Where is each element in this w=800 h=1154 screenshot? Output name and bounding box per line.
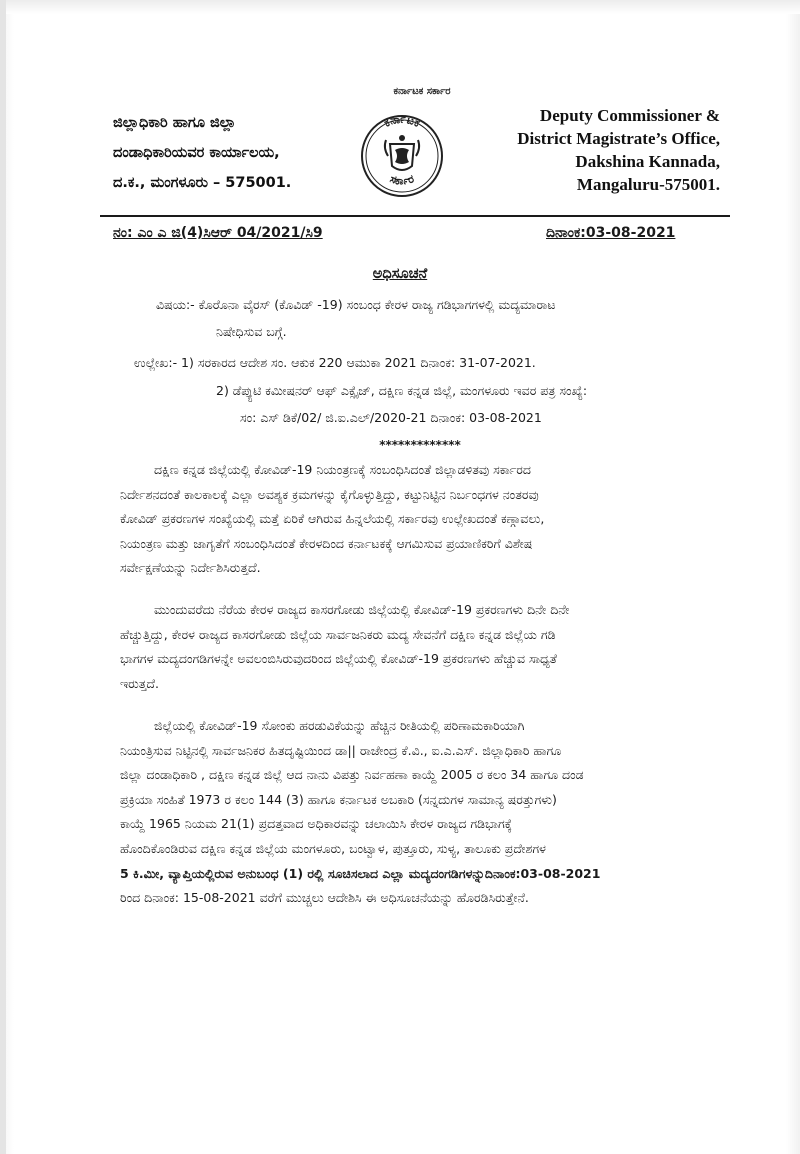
reference-number: ನಂ: ಎಂ ಎ ಜಿ(4)ಸಿಆರ್ 04/2021/ಸಿ9 (113, 225, 323, 241)
paragraph-1 (120, 458, 712, 581)
notification-title: ಅಧಿಸೂಚನೆ (372, 266, 428, 282)
paragraph-line: ದಕ್ಷಿಣ ಕನ್ನಡ ಜಿಲ್ಲೆಯಲ್ಲಿ ಕೋವಿಡ್-19 ನಿಯಂತ್ರಣಕ್ಕೆ ಸಂಬಂಧಿಸಿದಂತೆ ಜಿಲ್ಲಾಡಳಿತವು ಸರ್ಕಾರದ (154, 462, 531, 477)
page-top-shadow (0, 0, 800, 14)
paragraph-2 (120, 598, 712, 696)
office-name-kannada-line3: ದ.ಕ., ಮಂಗಳೂರು – 575001. (113, 175, 292, 191)
svg-text:ಸರ್ಕಾರ (388, 172, 416, 187)
paragraph-line: ಪ್ರಕ್ರಿಯಾ ಸಂಹಿತೆ 1973 ರ ಕಲಂ 144 (3) ಹಾಗೂ ಕರ್ನಾಟಕ ಅಬಕಾರಿ (ಸನ್ನದುಗಳ ಸಾಮಾನ್ಯ ಷರತ್ತುಗಳು) (120, 791, 557, 807)
seal-text-bottom: ಸರ್ಕಾರ (388, 172, 416, 188)
office-name-kannada-line1: ಜಿಲ್ಲಾಧಿಕಾರಿ ಹಾಗೂ ಜಿಲ್ಲಾ (113, 115, 236, 131)
reference-line2: 2) ಡೆಪ್ಯುಟಿ ಕಮೀಷನರ್ ಆಫ್ ಎಕ್ಸೈಜ್, ದಕ್ಷಿಣ ಕನ್ನಡ ಜಿಲ್ಲೆ, ಮಂಗಳೂರು ಇವರ ಪತ್ರ ಸಂಖ್ಯೆ: (216, 383, 588, 398)
office-name-english-line2: District Magistrate’s Office, (517, 129, 720, 148)
paragraph-line: 5 ಕಿ.ಮೀ, ವ್ಯಾಪ್ತಿಯಲ್ಲಿರುವ ಅನುಬಂಧ (1) ರಲ್ಲಿ ಸೂಚಿಸಲಾದ ಎಲ್ಲಾ ಮದ್ಯದಂಗಡಿಗಳನ್ನುದಿನಾಂಕ:03-08-2021 (120, 865, 601, 881)
section-separator: ************* (379, 438, 461, 452)
paragraph-line: ನಿಯಂತ್ರಣ ಮತ್ತು ಜಾಗೃತೆಗೆ ಸಂಬಂಧಿಸಿದಂತೆ ಕೇರಳದಿಂದ ಕರ್ನಾಟಕಕ್ಕೆ ಆಗಮಿಸುವ ಪ್ರಯಾಣಿಕರಿಗೆ ವಿಶೇಷ (120, 535, 533, 551)
paragraph-line: ಮುಂದುವರೆದು ನೆರೆಯ ಕೇರಳ ರಾಜ್ಯದ ಕಾಸರಗೋಡು ಜಿಲ್ಲೆಯಲ್ಲಿ ಕೋವಿಡ್-19 ಪ್ರಕರಣಗಳು ದಿನೇ ದಿನೇ (154, 602, 570, 617)
paragraph-line: ನಿರ್ದೇಶನದಂತೆ ಕಾಲಕಾಲಕ್ಕೆ ಎಲ್ಲಾ ಅವಶ್ಯಕ ಕ್ರಮಗಳನ್ನು ಕೈಗೊಳ್ಳುತ್ತಿದ್ದು, ಕಟ್ಟುನಿಟ್ಟಿನ ನಿರ್ಬಂಧಗಳ ನಂತರವು (120, 486, 539, 502)
paragraph-line: ಭಾಗಗಳ ಮದ್ಯದಂಗಡಿಗಳನ್ನೇ ಅವಲಂಬಿಸಿರುವುದರಿಂದ ಜಿಲ್ಲೆಯಲ್ಲಿ ಕೋವಿಡ್-19 ಪ್ರಕರಣಗಳು ಹೆಚ್ಚುವ ಸಾಧ್ಯತೆ (120, 651, 557, 667)
paragraph-line: ಇರುತ್ತದೆ. (120, 675, 159, 691)
paragraph-line: ಸರ್ವೇಕ್ಷಣೆಯನ್ನು ನಿರ್ದೇಶಿಸಿರುತ್ತದೆ. (120, 560, 261, 576)
karnataka-govt-seal-icon (359, 104, 445, 204)
subject-line1: ವಿಷಯ:- ಕೊರೊನಾ ವೈರಸ್ (ಕೊವಿಡ್ -19) ಸಂಬಂಧ ಕೇರಳ ರಾಜ್ಯ ಗಡಿಭಾಗಗಳಲ್ಲಿ ಮದ್ಯಮಾರಾಟ (156, 297, 556, 312)
paragraph-line: ಜಿಲ್ಲಾ ದಂಡಾಧಿಕಾರಿ , ದಕ್ಷಿಣ ಕನ್ನಡ ಜಿಲ್ಲೆ ಆದ ನಾನು ವಿಪತ್ತು ನಿರ್ವಹಣಾ ಕಾಯ್ದೆ 2005 ರ ಕಲಂ 34 ಹಾಗೂ ದಂಡ (120, 767, 584, 783)
paragraph-line: ಕಾಯ್ದೆ 1965 ನಿಯಮ 21(1) ಪ್ರದತ್ತವಾದ ಅಧಿಕಾರವನ್ನು ಚಲಾಯಿಸಿ ಕೇರಳ ರಾಜ್ಯದ ಗಡಿಭಾಗಕ್ಕೆ (120, 816, 513, 832)
header-divider (100, 215, 730, 217)
seal-text-top: ಕರ್ನಾಟಕ (381, 112, 423, 130)
reference-line1: ಉಲ್ಲೇಖ:- 1) ಸರಕಾರದ ಆದೇಶ ಸಂ. ಆಕುಕ 220 ಆಮುಕಾ 2021 ದಿನಾಂಕ: 31-07-2021. (134, 355, 536, 370)
paragraph-line: ಹೊಂದಿಕೊಂಡಿರುವ ದಕ್ಷಿಣ ಕನ್ನಡ ಜಿಲ್ಲೆಯ ಮಂಗಳೂರು, ಬಂಟ್ವಾಳ, ಪುತ್ತೂರು, ಸುಳ್ಯ, ತಾಲೂಕು ಪ್ರದೇಶಗಳ (120, 840, 546, 856)
reference-line3: ಸಂ: ಎಸ್ ಡಿಕೆ/02/ ಜಿ.ಐ.ಎಲ್/2020-21 ದಿನಾಂಕ: 03-08-2021 (240, 410, 542, 425)
paragraph-line: ನಿಯಂತ್ರಿಸುವ ನಿಟ್ಟಿನಲ್ಲಿ ಸಾರ್ವಜನಿಕರ ಹಿತದೃಷ್ಟಿಯಿಂದ ಡಾ|| ರಾಜೇಂದ್ರ ಕೆ.ವಿ., ಐ.ಎ.ಎಸ್. ಜಿಲ್ಲಾಧಿಕಾರಿ ಹಾಗೂ (120, 742, 562, 758)
office-name-kannada (113, 108, 363, 198)
office-name-english-line3: Dakshina Kannada, (575, 152, 720, 171)
svg-text:ಕರ್ನಾಟಕ (382, 112, 422, 130)
paragraph-line: ಜಿಲ್ಲೆಯಲ್ಲಿ ಕೋವಿಡ್-19 ಸೋಂಕು ಹರಡುವಿಕೆಯನ್ನು ಹೆಚ್ಚಿನ ರೀತಿಯಲ್ಲಿ ಪರಿಣಾಮಕಾರಿಯಾಗಿ (154, 718, 525, 733)
paragraph-line: ಕೋವಿಡ್ ಪ್ರಕರಣಗಳ ಸಂಖ್ಯೆಯಲ್ಲಿ ಮತ್ತೆ ಏರಿಕೆ ಆಗಿರುವ ಹಿನ್ನಲೆಯಲ್ಲಿ ಸರ್ಕಾರವು ಉಲ್ಲೇಖದಂತೆ ಕಣ್ಗಾವಲು, (120, 511, 545, 527)
paragraph-3 (120, 714, 712, 911)
office-name-english-line4: Mangaluru-575001. (576, 175, 720, 194)
paragraph-line: ರಿಂದ ದಿನಾಂಕ: 15-08-2021 ವರೆಗೆ ಮುಚ್ಚಲು ಆದೇಶಿಸಿ ಈ ಅಧಿಸೂಚನೆಯನ್ನು ಹೊರಡಿಸಿರುತ್ತೇನೆ. (120, 890, 529, 906)
office-name-kannada-line2: ದಂಡಾಧಿಕಾರಿಯವರ ಕಾರ್ಯಾಲಯ, (113, 145, 280, 161)
paragraph-line: ಹೆಚ್ಚುತ್ತಿದ್ದು, ಕೇರಳ ರಾಜ್ಯದ ಕಾಸರಗೋಡು ಜಿಲ್ಲೆಯ ಸಾರ್ವಜನಿಕರು ಮದ್ಯ ಸೇವನೆಗೆ ದಕ್ಷಿಣ ಕನ್ನಡ ಜಿಲ್ಲೆಯ ಗಡಿ (120, 626, 556, 642)
page-left-shadow (0, 0, 6, 1154)
office-name-english (490, 104, 720, 196)
subject-line2: ನಿಷೇಧಿಸುವ ಬಗ್ಗೆ. (216, 324, 287, 339)
reference-date: ದಿನಾಂಕ:03-08-2021 (546, 225, 676, 241)
emblem-caption: ಕರ್ನಾಟಕ ಸರ್ಕಾರ (393, 86, 451, 97)
office-name-english-line1: Deputy Commissioner & (539, 106, 720, 125)
